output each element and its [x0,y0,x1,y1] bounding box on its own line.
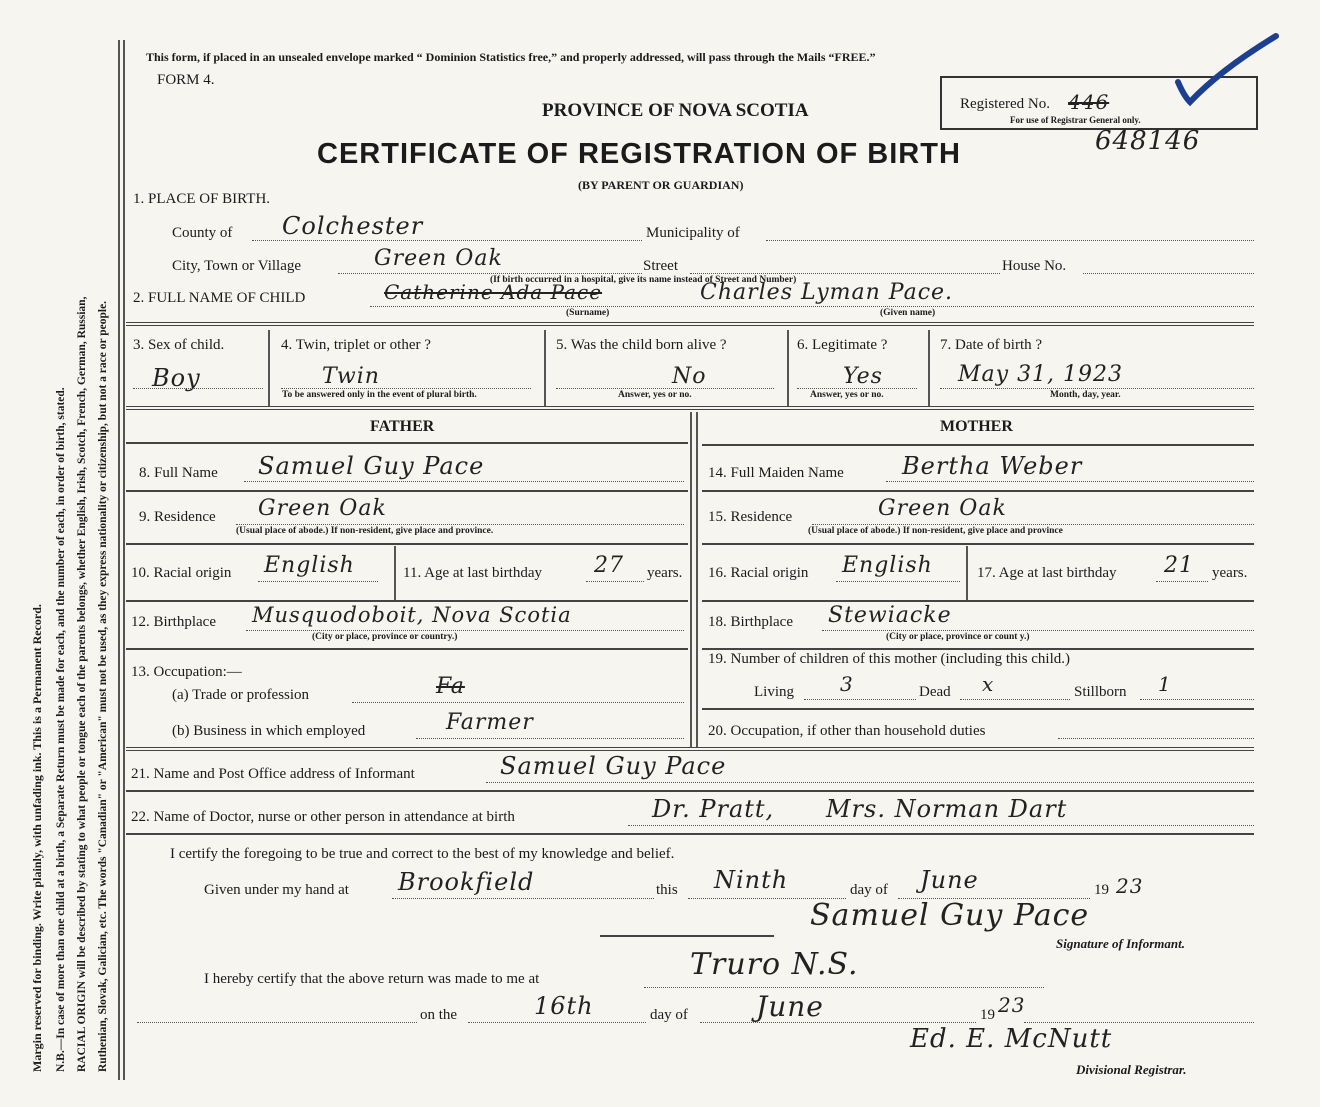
mother-heading: MOTHER [940,418,1013,435]
mother-race-value: English [842,553,933,578]
binding-margin-line [118,40,120,1080]
registrar-day-value: 16th [534,992,594,1020]
children-count-label: 19. Number of children of this mother (including this child.) [708,651,1071,667]
business-value: Farmer [446,710,534,735]
given-day-value: Ninth [714,866,789,894]
mother-birthplace-note: (City or place, province or count y.) [886,632,1030,642]
occupation-label: 13. Occupation:— [131,664,242,680]
trade-label: (a) Trade or profession [172,687,310,703]
living-value: 3 [840,672,854,696]
father-race-line [258,581,378,582]
mother-age-label: 17. Age at last birthday [977,565,1117,581]
father-birthplace-note: (City or place, province or country.) [312,632,458,642]
born-alive-label: 5. Was the child born alive ? [556,337,727,353]
mother-residence-value: Green Oak [878,496,1007,521]
registrar-year-line [1024,1022,1254,1023]
registrar-caption: Divisional Registrar. [1076,1062,1187,1077]
informant-line [486,782,1254,783]
mother-occupation-label: 20. Occupation, if other than household duties [708,723,986,739]
certificate-title: CERTIFICATE OF REGISTRATION OF BIRTH [317,138,961,170]
hospital-note: (If birth occurred in a hospital, give its name instead of Street and Number) [490,275,797,285]
house-number-label: House No. [1002,258,1067,274]
rule-22 [126,833,1254,835]
given-name-caption: (Given name) [880,308,936,318]
mother-rule-1 [702,490,1254,492]
signature-rule [600,935,774,937]
county-line [252,240,642,241]
informant-value: Samuel Guy Pace [500,752,727,780]
mother-occ-line [1058,738,1254,739]
registrar-leading-line [137,1022,417,1023]
mother-age-line [1156,581,1208,582]
father-birthplace-line [246,630,684,631]
father-residence-label: 9. Residence [139,509,216,525]
father-name-line [244,481,684,482]
city-value: Green Oak [374,246,503,271]
registrar-month-line [700,1022,976,1023]
checkmark-icon [1170,30,1290,110]
child-name-line [370,306,1254,307]
father-race-label: 10. Racial origin [131,565,232,581]
dead-label: Dead [919,684,951,700]
sex-value: Boy [152,364,201,392]
twin-note: To be answered only in the event of plural birth. [282,390,477,400]
alive-line [556,388,774,389]
born-alive-value: No [672,364,707,389]
attendant-label: 22. Name of Doctor, nurse or other person in attendance at birth [131,809,515,825]
registered-label: Registered No. [960,96,1050,112]
registrar-place-line [644,987,1044,988]
mother-rule-4 [702,648,1254,650]
col-divider-4 [544,330,546,406]
given-year-suffix: 23 [1116,874,1144,898]
mother-residence-note: (Usual place of abode.) If non-resident, give place and province [808,526,1063,536]
dead-value: x [982,672,995,696]
registrar-month-value: June [756,990,824,1023]
father-rule-2 [126,543,688,545]
father-rule-4 [126,648,688,650]
registered-crossed-number: 446 [1068,90,1110,114]
postal-notice: This form, if placed in an unsealed envelope marked “ Dominion Statistics free,” and properly addressed, will pass through the Mails “FREE.” [146,50,876,64]
given-year-prefix: 19 [1094,882,1109,898]
informant-label: 21. Name and Post Office address of Informant [131,766,415,782]
province-heading: PROVINCE OF NOVA SCOTIA [542,100,809,121]
margin-note-racial-origin-2: Ruthenian, Slovak, Galician, etc. The words "Canadian" or "American" must not be used, as they express nationality or citizenship, but not a race or people. [97,300,109,1072]
father-name-label: 8. Full Name [139,465,218,481]
day-of-label: day of [850,882,888,898]
trade-line [352,702,684,703]
father-res-line [236,524,684,525]
place-of-birth-label: 1. PLACE OF BIRTH. [133,191,271,207]
father-birthplace-label: 12. Birthplace [131,614,216,630]
twin-line [281,388,531,389]
dob-value: May 31, 1923 [958,362,1124,387]
this-label: this [656,882,678,898]
registrar-day-of-label: day of [650,1007,688,1023]
on-the-label: on the [420,1007,458,1023]
mother-rule-5 [702,708,1254,710]
street-label: Street [643,258,678,274]
registered-note: For use of Registrar General only. [1010,115,1141,125]
mother-res-line [812,524,1254,525]
child-given-name: Charles Lyman Pace. [700,280,954,305]
parents-divider-2 [696,412,698,748]
twin-value: Twin [322,364,380,389]
legitimate-label: 6. Legitimate ? [797,337,888,353]
mother-rule-2 [702,543,1254,545]
surname-caption: (Surname) [566,308,610,318]
mother-name-line [886,481,1254,482]
divider-2 [126,406,1254,410]
rule-21 [126,790,1254,792]
mother-age-divider [966,546,968,600]
mother-rule-3 [702,600,1254,602]
signature-caption: Signature of Informant. [1056,936,1185,951]
city-line [338,273,642,274]
county-label: County of [172,225,233,241]
registrar-year-prefix: 19 [980,1007,995,1023]
registrar-signature: Ed. E. McNutt [910,1024,1113,1054]
mother-race-line [836,581,960,582]
certify-statement: I certify the foregoing to be true and correct to the best of my knowledge and belief. [170,846,675,862]
col-divider-3 [268,330,270,406]
attendant-line [628,825,1254,826]
divider-1 [126,322,1254,326]
father-rule-1 [126,490,688,492]
parents-divider [690,412,692,748]
father-age-divider [394,546,396,600]
given-place-value: Brookfield [398,868,535,896]
father-name-value: Samuel Guy Pace [258,452,485,480]
col-divider-5 [787,330,789,406]
father-age-years: years. [647,565,683,581]
given-place-line [392,898,654,899]
city-label: City, Town or Village [172,258,302,274]
county-value: Colchester [282,212,424,240]
municipality-line [766,240,1254,241]
father-race-value: English [264,553,355,578]
dead-line [960,699,1070,700]
stillborn-value: 1 [1158,672,1172,696]
mother-race-label: 16. Racial origin [708,565,809,581]
registrar-year-suffix: 23 [998,993,1026,1017]
father-age-line [586,581,644,582]
dob-note: Month, day, year. [1050,390,1121,400]
dob-label: 7. Date of birth ? [940,337,1043,353]
sex-label: 3. Sex of child. [133,337,225,353]
mother-birthplace-line [822,630,1254,631]
attendant-value: Dr. Pratt, Mrs. Norman Dart [652,795,1068,823]
mother-name-label: 14. Full Maiden Name [708,465,844,481]
certificate-subtitle: (BY PARENT OR GUARDIAN) [578,178,744,192]
house-line [1083,273,1254,274]
father-head-rule [126,442,688,444]
registrar-place-value: Truro N.S. [690,947,859,982]
stillborn-line [1140,699,1254,700]
mother-residence-label: 15. Residence [708,509,793,525]
col-divider-6 [928,330,930,406]
mother-name-value: Bertha Weber [902,452,1083,480]
margin-note-multiple-births: N.B.—In case of more than one child at a birth, a Separate Return must be made for each, and the number of each, in order of birth, stated. [55,387,67,1072]
living-label: Living [754,684,794,700]
trade-value: Fa [436,674,465,699]
mother-birthplace-label: 18. Birthplace [708,614,793,630]
binding-margin-line-2 [123,40,125,1080]
father-rule-3 [126,600,688,602]
business-label: (b) Business in which employed [172,723,366,739]
mother-age-value: 21 [1164,553,1194,578]
street-line [690,273,1000,274]
given-label: Given under my hand at [204,882,349,898]
living-line [804,699,916,700]
legit-note: Answer, yes or no. [810,390,884,400]
father-residence-note: (Usual place of abode.) If non-resident, give place and province. [236,526,494,536]
twin-label: 4. Twin, triplet or other ? [281,337,431,353]
child-name-label: 2. FULL NAME OF CHILD [133,290,306,306]
form-number: FORM 4. [157,72,215,88]
divider-3 [126,747,1254,751]
given-month-value: June [920,866,979,894]
margin-note-racial-origin: RACIAL ORIGIN will be described by stating to what people or tongue each of the parents belongs, whether English, Irish, Scotch, French, German, Russian, [76,296,88,1072]
dob-line [940,388,1254,389]
father-birthplace-value: Musquodoboit, Nova Scotia [252,603,572,627]
registrar-day-line [468,1022,646,1023]
informant-signature: Samuel Guy Pace [810,898,1090,933]
business-line [416,738,684,739]
municipality-label: Municipality of [646,225,740,241]
father-age-label: 11. Age at last birthday [403,565,542,581]
father-age-value: 27 [594,553,624,578]
registrar-statement: I hereby certify that the above return was made to me at [204,971,540,987]
legitimate-value: Yes [843,364,883,389]
margin-note-permanent-record: Margin reserved for binding. Write plainly, with unfading ink. This is a Permanent Record. [30,604,44,1072]
registered-number: 648146 [1095,126,1201,156]
mother-age-years: years. [1212,565,1248,581]
alive-note: Answer, yes or no. [618,390,692,400]
mother-head-rule [702,444,1254,446]
father-residence-value: Green Oak [258,496,387,521]
father-heading: FATHER [370,418,435,435]
stillborn-label: Stillborn [1074,684,1127,700]
child-surname-crossed: Catherine Ada Pace [384,280,603,304]
mother-birthplace-value: Stewiacke [828,603,952,628]
